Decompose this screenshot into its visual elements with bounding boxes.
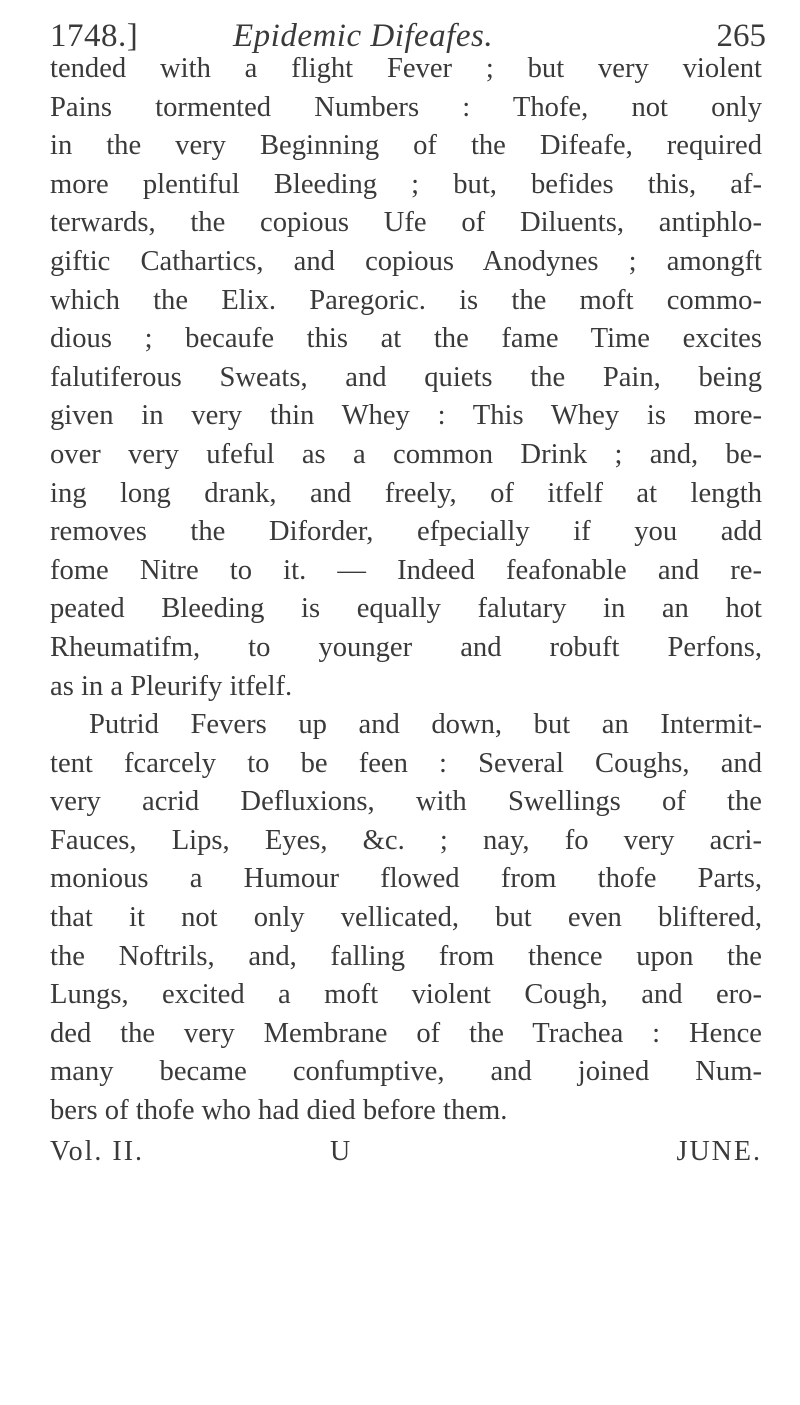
text-line: Pains tormented Numbers : Thofe, not only [50,91,762,123]
text-line: terwards, the copious Ufe of Diluents, antiphlo- [50,207,762,239]
text-line: peated Bleeding is equally falutary in an hot [50,593,762,625]
text-line: that it not only vellicated, but even bliftered, [50,902,762,934]
text-line: more plentiful Bleeding ; but, befides this, af- [50,168,762,200]
body-text [50,50,762,1131]
catchword: JUNE. [676,1136,762,1167]
text-line: over very ufeful as a common Drink ; and, be- [50,438,762,470]
text-line: which the Elix. Paregoric. is the moft commo- [50,284,762,316]
header-title: Epidemic Difeafes. [233,18,494,54]
text-line: fome Nitre to it. — Indeed feafonable and re- [50,554,762,586]
text-line: very acrid Defluxions, with Swellings of the [50,786,762,818]
text-line: the Noftrils, and, falling from thence upon the [50,940,762,972]
page-number: 265 [716,18,766,54]
signature-mark: U [330,1136,353,1167]
text-line: Rheumatifm, to younger and robuft Perfons, [50,631,762,663]
text-line: given in very thin Whey : This Whey is more- [50,400,762,432]
text-line: dious ; becaufe this at the fame Time excites [50,323,762,355]
text-line: in the very Beginning of the Difeafe, required [50,130,762,162]
text-line: tended with a flight Fever ; but very violent [50,53,762,84]
text-line: as in a Pleurify itfelf. [50,670,293,702]
text-line: Lungs, excited a moft violent Cough, and ero- [50,979,762,1011]
text-line: ded the very Membrane of the Trachea : Hence [50,1017,762,1049]
text-line: monious a Humour flowed from thofe Parts, [50,863,762,895]
text-line: many became confumptive, and joined Num- [50,1056,762,1088]
text-line: giftic Cathartics, and copious Anodynes ; amongft [50,245,762,277]
text-line: removes the Diforder, efpecially if you add [50,516,762,548]
header-year: 1748.] [50,18,139,54]
text-line: Fauces, Lips, Eyes, &c. ; nay, fo very acri- [50,824,762,856]
text-line: ing long drank, and freely, of itfelf at length [50,477,762,509]
page-footer [50,1130,762,1174]
text-line: tent fcarcely to be feen : Several Coughs, and [50,747,762,779]
volume-label: Vol. II. [50,1136,145,1167]
text-line: bers of thofe who had died before them. [50,1095,508,1127]
text-line: falutiferous Sweats, and quiets the Pain, being [50,361,762,393]
paragraph-start-line: Putrid Fevers up and down, but an Intermit- [89,709,762,741]
